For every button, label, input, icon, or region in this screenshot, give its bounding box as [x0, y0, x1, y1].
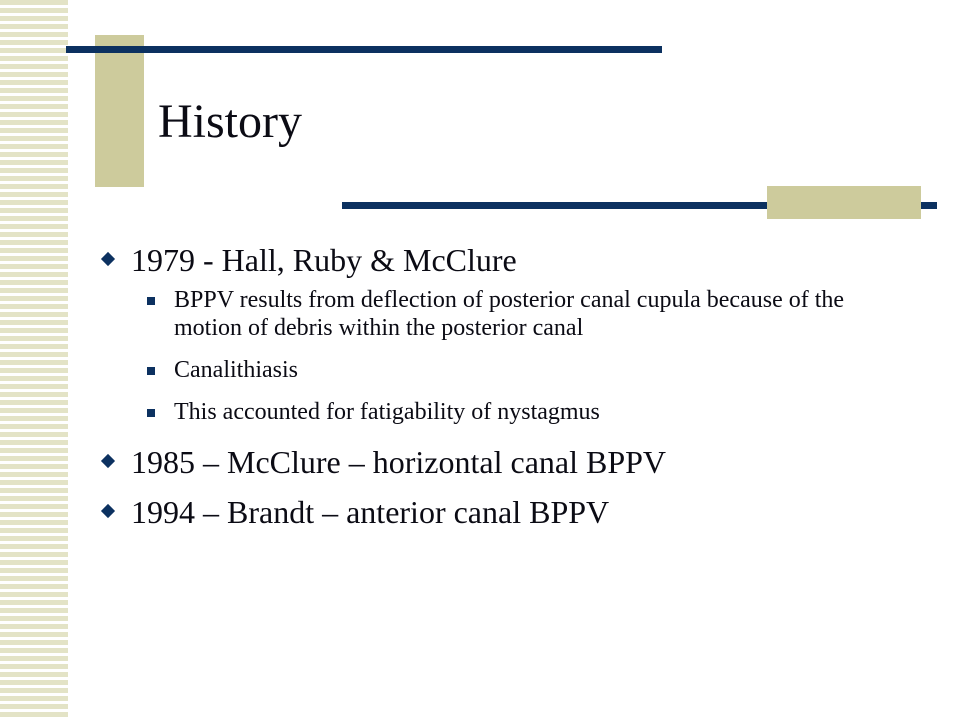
- bullet-text: 1985 – McClure – horizontal canal BPPV: [131, 444, 667, 480]
- decorative-accent-block-bottom: [767, 186, 921, 219]
- sub-bullet-text: BPPV results from deflection of posterior canal cupula because of the motion of debris within the posterior canal: [174, 287, 845, 341]
- sub-bullet-text: This accounted for fatigability of nystagmus: [174, 399, 600, 425]
- sub-bullet-item: [100, 398, 900, 426]
- bullet-text: 1979 - Hall, Ruby & McClure: [131, 242, 517, 278]
- bullet-item-1979: [100, 238, 900, 282]
- decorative-accent-block-top: [95, 35, 144, 187]
- slide-title: History: [158, 95, 302, 148]
- sub-bullet-text: Canalithiasis: [174, 357, 298, 383]
- square-bullet-icon: [147, 367, 155, 375]
- bullet-item-1994: [100, 490, 900, 534]
- diamond-bullet-icon: [101, 252, 115, 266]
- sub-bullet-list: [100, 286, 900, 426]
- bullet-item-1985: [100, 440, 900, 484]
- sub-bullet-item: [100, 286, 900, 342]
- slide-body: [100, 238, 900, 534]
- square-bullet-icon: [147, 409, 155, 417]
- square-bullet-icon: [147, 297, 155, 305]
- sub-bullet-item: [100, 356, 900, 384]
- decorative-stripe-band: [0, 0, 68, 720]
- diamond-bullet-icon: [101, 504, 115, 518]
- bullet-text: 1994 – Brandt – anterior canal BPPV: [131, 494, 610, 530]
- decorative-rule-top: [66, 46, 662, 53]
- diamond-bullet-icon: [101, 454, 115, 468]
